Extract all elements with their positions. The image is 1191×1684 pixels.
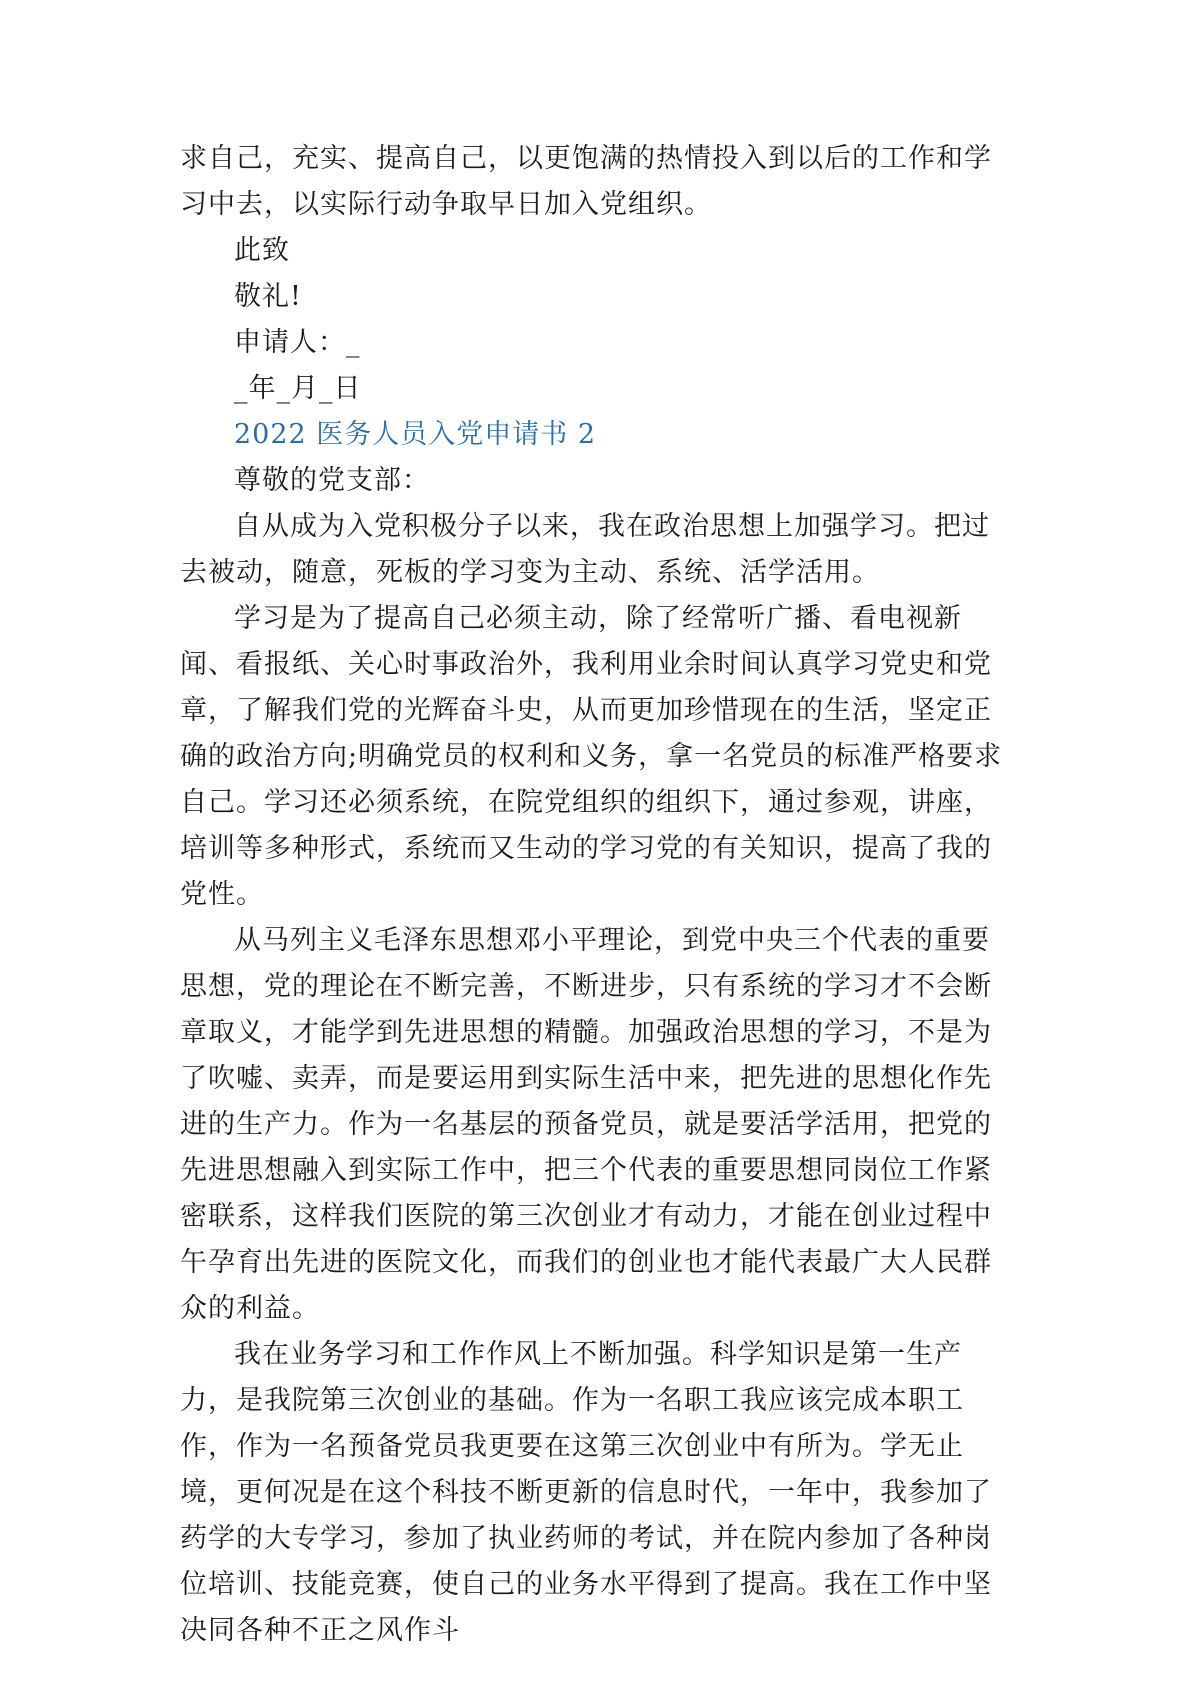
paragraph: 我在业务学习和工作作风上不断加强。科学知识是第一生产力，是我院第三次创业的基础。作为一名职工我应该完成本职工作，作为一名预备党员我更要在这第三次创业中有所为。学无止境，更何况是在这个科技不断更新的信息时代，一年中，我参加了药学的大专学习，参加了执业药师的考试，并在院内参加了各种岗位培训、技能竞赛，使自己的业务水平得到了提高。我在工作中坚决同各种不正之风作斗 — [180, 1339, 992, 1646]
applicant-line: 申请人：_ — [234, 327, 361, 358]
paragraph: 自从成为入党积极分子以来，我在政治思想上加强学习。把过去被动，随意，死板的学习变为主动、系统、活学活用。 — [180, 511, 990, 588]
paragraph: 学习是为了提高自己必须主动，除了经常听广播、看电视新闻、看报纸、关心时事政治外，我利用业余时间认真学习党史和党章，了解我们党的光辉奋斗史，从而更加珍惜现在的生活，坚定正确的政治方向;明确党员的权利和义务，拿一名党员的标准严格要求自己。学习还必须系统，在院党组织的组织下，通过参观，讲座，培训等多种形式，系统而又生动的学习党的有关知识，提高了我的党性。 — [180, 603, 1003, 910]
paragraph: 从马列主义毛泽东思想邓小平理论，到党中央三个代表的重要思想，党的理论在不断完善，不断进步，只有系统的学习才不会断章取义，才能学到先进思想的精髓。加强政治思想的学习，不是为了吹嘘、卖弄，而是要运用到实际生活中来，把先进的思想化作先进的生产力。作为一名基层的预备党员，就是要活学活用，把党的先进思想融入到实际工作中，把三个代表的重要思想同岗位工作紧密联系，这样我们医院的第三次创业才有动力，才能在创业过程中午孕育出先进的医院文化，而我们的创业也才能代表最广大人民群众的利益。 — [180, 925, 992, 1324]
section-title: 2022 医务人员入党申请书 2 — [234, 419, 597, 450]
greeting: 尊敬的党支部： — [234, 465, 430, 496]
closing-salutation: 此致 — [234, 235, 290, 266]
closing-regards: 敬礼! — [234, 281, 302, 312]
document-body — [180, 136, 1010, 1654]
paragraph-continuation: 求自己，充实、提高自己，以更饱满的热情投入到以后的工作和学习中去，以实际行动争取早日加入党组织。 — [180, 143, 992, 220]
date-line: _年_月_日 — [234, 373, 362, 404]
